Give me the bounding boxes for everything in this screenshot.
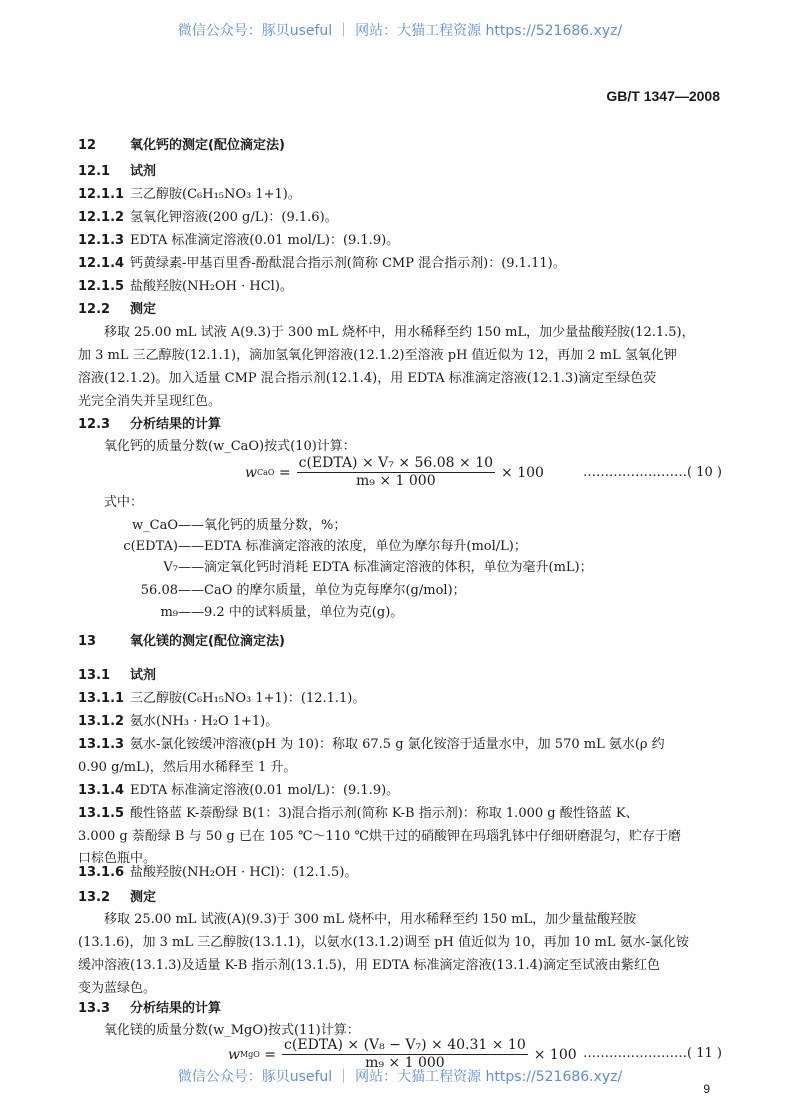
formula-lhs-sub: MgO: [239, 1050, 260, 1059]
section-number: 12.2: [78, 302, 111, 317]
section-number: 13: [78, 634, 97, 649]
list-item-cont: 口棕色瓶中。: [78, 851, 157, 866]
watermark-bottom: 微信公众号：豚贝useful ｜ 网站：大猫工程资源 https://521686.xyz/: [177, 1069, 623, 1085]
paragraph-line: 移取 25.00 mL 试液(A)(9.3)于 300 mL 烧杯中，用水稀释至约 150 mL，加少量盐酸羟胺: [104, 912, 637, 927]
var-desc: ——氧化钙的质量分数，%；: [178, 518, 347, 533]
formula-lhs-sub: CaO: [256, 468, 275, 477]
section-number: 13.1: [78, 668, 111, 683]
section-12-3-heading: [78, 416, 221, 434]
paragraph-line: 缓冲溶液(13.1.3)及适量 K-B 指示剂(13.1.5)，用 EDTA 标准滴定溶液(13.1.4)滴定至试液由紫红色: [78, 958, 660, 973]
standard-code: GB/T 1347—2008: [606, 88, 720, 104]
var-symbol: 56.08: [140, 583, 178, 598]
list-item-cont: 3.000 g 萘酚绿 B 与 50 g 已在 105 ℃～110 ℃烘干过的硝酸钾在玛瑙乳钵中仔细研磨混匀，贮存于磨: [78, 829, 681, 844]
formula-lhs: w: [228, 1046, 240, 1063]
paragraph-line: 加 3 mL 三乙醇胺(12.1.1)，滴加氢氧化钾溶液(12.1.2)至溶液 pH 值近似为 12，再加 2 mL 氢氧化钾: [78, 348, 677, 363]
item-text: 氢氧化钾溶液(200 g/L)：(9.1.6)。: [130, 210, 338, 225]
item-number: 12.1.5: [78, 279, 125, 294]
calc-intro: 氧化镁的质量分数(w_MgO)按式(11)计算：: [104, 1023, 360, 1038]
where-label: 式中：: [104, 495, 144, 510]
list-item: [78, 864, 357, 882]
item-number: 12.1.3: [78, 233, 125, 248]
var-symbol: V₇: [163, 560, 178, 575]
denominator: m₉ × 1 000: [365, 1055, 445, 1071]
formula-lhs: w: [245, 464, 257, 481]
item-text: 盐酸羟胺(NH₂OH · HCl)。: [130, 279, 293, 294]
item-number: 13.1.6: [78, 865, 125, 880]
section-title: 分析结果的计算: [130, 417, 222, 432]
section-12-heading: [78, 137, 285, 155]
section-title: 氧化镁的测定(配位滴定法): [130, 634, 285, 649]
list-item: [78, 713, 278, 731]
item-number: 13.1.4: [78, 783, 125, 798]
paragraph-line: 移取 25.00 mL 试液 A(9.3)于 300 mL 烧杯中，用水稀释至约 150 mL，加少量盐酸羟胺(12.1.5)，: [104, 325, 695, 340]
section-title: 分析结果的计算: [130, 1001, 222, 1016]
var-symbol: m₉: [160, 605, 178, 620]
var-symbol: w_CaO: [132, 518, 178, 533]
section-13-1-heading: [78, 667, 156, 685]
item-text: 酸性铬蓝 K-萘酚绿 B(1：3)混合指示剂(简称 K-B 指示剂)：称取 1.000 g 酸性铬蓝 K、: [130, 806, 639, 821]
equation-number: ……………………( 10 ): [583, 465, 722, 480]
item-number: 12.1.1: [78, 187, 125, 202]
paragraph-line: 光完全消失并呈现红色。: [78, 394, 222, 409]
paragraph-line: 溶液(12.1.2)。加入适量 CMP 混合指示剂(12.1.4)，用 EDTA 标准滴定溶液(12.1.3)滴定至绿色荧: [78, 371, 657, 386]
watermark-top: 微信公众号：豚贝useful ｜ 网站：大猫工程资源 https://521686.xyz/: [177, 23, 623, 39]
numerator: c(EDTA) × (V₈ − V₇) × 40.31 × 10: [284, 1037, 526, 1053]
item-number: 12.1.4: [78, 256, 125, 271]
list-item: [78, 232, 399, 250]
section-12-2-heading: [78, 301, 156, 319]
section-number: 12: [78, 138, 97, 153]
section-title: 测定: [130, 302, 157, 317]
denominator: m₉ × 1 000: [356, 473, 436, 489]
paragraph-line: (13.1.6)，加 3 mL 三乙醇胺(13.1.1)，以氨水(13.1.2)调至 pH 值近似为 10，再加 10 mL 氨水-氯化铵: [78, 935, 689, 950]
var-desc: ——CaO 的摩尔质量，单位为克每摩尔(g/mol)；: [178, 583, 466, 598]
list-item: [78, 209, 338, 227]
var-desc: ——滴定氧化钙时消耗 EDTA 标准滴定溶液的体积，单位为毫升(mL)；: [178, 560, 593, 575]
list-item: [78, 255, 566, 273]
item-text: 三乙醇胺(C₆H₁₅NO₃ 1+1)。: [130, 187, 301, 202]
list-item: [78, 186, 301, 204]
page-number: 9: [703, 1082, 710, 1096]
numerator: c(EDTA) × V₇ × 56.08 × 10: [298, 455, 494, 471]
item-text: EDTA 标准滴定溶液(0.01 mol/L)：(9.1.9)。: [130, 783, 400, 798]
section-13-3-heading: [78, 1000, 221, 1018]
item-text: 氨水-氯化铵缓冲溶液(pH 为 10)：称取 67.5 g 氯化铵溶于适量水中，加 570 mL 氨水(ρ 约: [130, 737, 665, 752]
section-number: 12.1: [78, 164, 111, 179]
list-item: [78, 805, 639, 823]
item-number: 13.1.5: [78, 806, 125, 821]
factor: × 100: [501, 464, 544, 481]
section-title: 试剂: [130, 164, 157, 179]
list-item: [78, 690, 365, 708]
item-text: 盐酸羟胺(NH₂OH · HCl)：(12.1.5)。: [130, 865, 358, 880]
formula-10: w CaO = $\frac{\text{c(EDTA) × V₇ × 56.08 × 10}}{\text{m₉ × 1 000}}$ × 100: [245, 455, 544, 489]
item-number: 12.1.2: [78, 210, 125, 225]
paragraph-line: 变为蓝绿色。: [78, 981, 157, 996]
section-13-2-heading: [78, 889, 156, 907]
section-title: 氧化钙的测定(配位滴定法): [130, 138, 285, 153]
item-number: 13.1.2: [78, 714, 125, 729]
fraction: [297, 455, 495, 490]
list-item-cont: 0.90 g/mL)，然后用水稀释至 1 升。: [78, 760, 297, 775]
section-number: 13.2: [78, 890, 111, 905]
item-text: 氨水(NH₃ · H₂O 1+1)。: [130, 714, 279, 729]
var-symbol: c(EDTA): [123, 539, 178, 554]
item-text: 钙黄绿素-甲基百里香-酚酞混合指示剂(简称 CMP 混合指示剂)：(9.1.11)。: [130, 256, 566, 271]
item-number: 13.1.1: [78, 691, 125, 706]
calc-intro: 氧化钙的质量分数(w_CaO)按式(10)计算：: [104, 439, 356, 454]
equation-number: ……………………( 11 ): [583, 1046, 722, 1061]
section-number: 12.3: [78, 417, 111, 432]
section-number: 13.3: [78, 1001, 111, 1016]
section-12-1-heading: [78, 163, 156, 181]
item-text: 三乙醇胺(C₆H₁₅NO₃ 1+1)：(12.1.1)。: [130, 691, 366, 706]
factor: × 100: [533, 1046, 577, 1063]
section-title: 试剂: [130, 668, 157, 683]
list-item: [78, 736, 665, 754]
item-text: EDTA 标准滴定溶液(0.01 mol/L)：(9.1.9)。: [130, 233, 400, 248]
section-13-heading: [78, 633, 285, 651]
item-number: 13.1.3: [78, 737, 125, 752]
list-item: [78, 782, 399, 800]
var-desc: ——9.2 中的试料质量，单位为克(g)。: [178, 605, 404, 620]
formula-11: w MgO = $\frac{\text{c(EDTA) × (V₈ − V₇) × 40.31 × 10}}{\text{m₉ × 1 000}}$ × 100: [228, 1037, 577, 1071]
list-item: [78, 278, 293, 296]
var-desc: ——EDTA 标准滴定溶液的浓度，单位为摩尔每升(mol/L)；: [178, 539, 527, 554]
section-title: 测定: [130, 890, 157, 905]
